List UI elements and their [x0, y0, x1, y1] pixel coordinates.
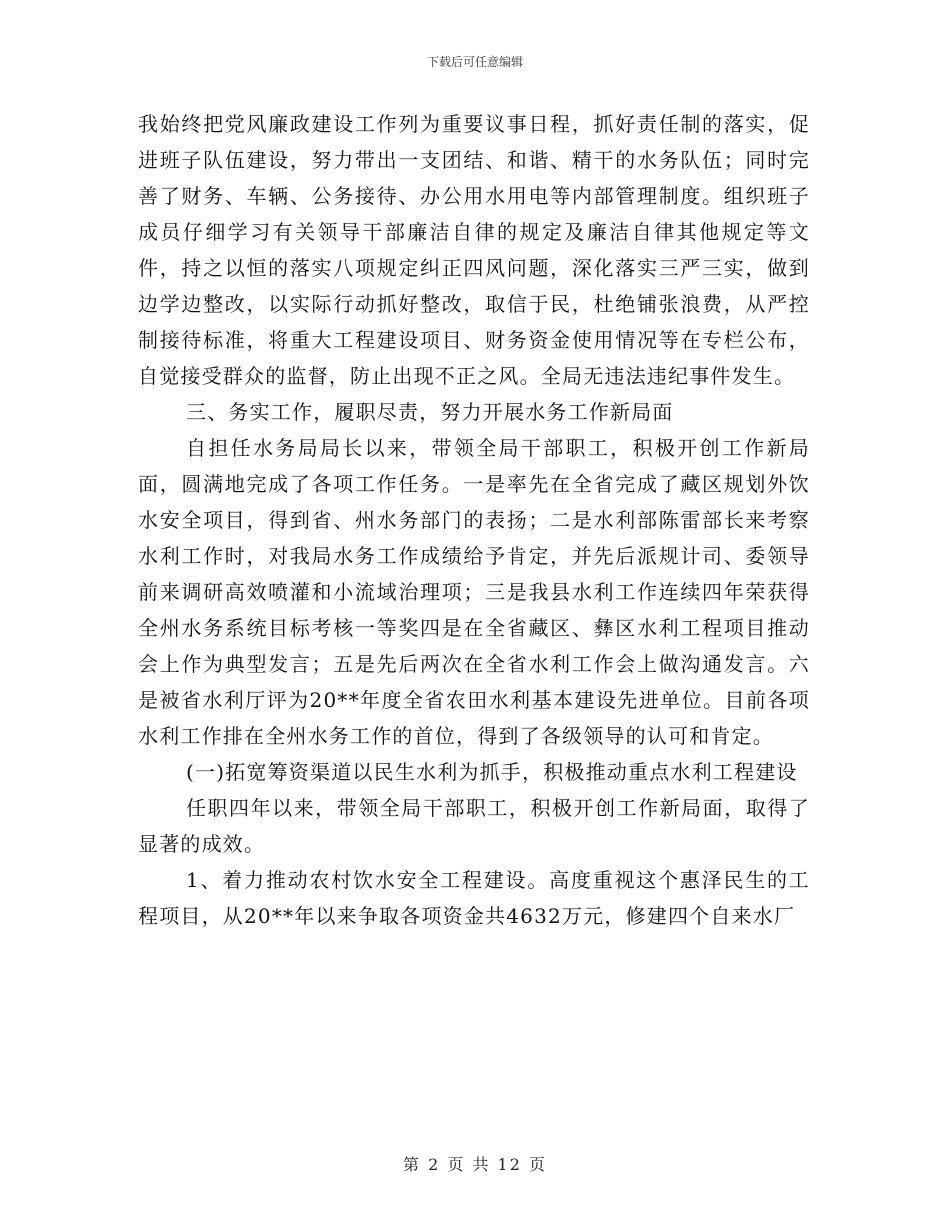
paragraph-achievements: 自担任水务局局长以来，带领全局干部职工，积极开创工作新局面，圆满地完成了各项工作任务。一是率先在全省完成了藏区规划外饮水安全项目，得到省、州水务部门的表扬；二是水利部陈雷部长来考察水利工作时，对我局水务工作成绩给予肯定，并先后派规计司、委领导前来调研高效喷灌和小流域治理项；三是我县水利工作连续四年荣获得全州水务系统目标考核一等奖四是在全省藏区、彝区水利工程项目推动会上作为典型发言；五是先后两次在全省水利工作会上做沟通发言。六是被省水利厅评为20**年度全省农田水利基本建设先进单位。目前各项水利工作排在全州水务工作的首位，得到了各级领导的认可和肯定。 [138, 436, 810, 748]
paragraph-drinking-water: 1、着力推动农村饮水安全工程建设。高度重视这个惠泽民生的工程项目，从20**年以来争取各项资金共4632万元，修建四个自来水厂 [138, 868, 810, 928]
document-body [138, 106, 810, 934]
section-heading-three: 三、务实工作，履职尽责，努力开展水务工作新局面 [186, 400, 674, 424]
paragraph-party-conduct: 我始终把党风廉政建设工作列为重要议事日程，抓好责任制的落实，促进班子队伍建设，努力带出一支团结、和谐、精干的水务队伍；同时完善了财务、车辆、公务接待、办公用水用电等内部管理制度。组织班子成员仔细学习有关领导干部廉洁自律的规定及廉洁自律其他规定等文件，持之以恒的落实八项规定纠正四风问题，深化落实三严三实，做到边学边整改，以实际行动抓好整改，取信于民，杜绝铺张浪费，从严控制接待标准，将重大工程建设项目、财务资金使用情况等在专栏公布，自觉接受群众的监督，防止出现不正之风。全局无违法违纪事件发生。 [138, 112, 810, 388]
paragraph-tenure-results: 任职四年以来，带领全局干部职工，积极开创工作新局面，取得了显著的成效。 [138, 796, 810, 856]
page-header: 下载后可任意编辑 [426, 55, 523, 69]
page-number-footer: 第 2 页 共 12 页 [403, 1155, 547, 1174]
subsection-heading-one: (一)拓宽筹资渠道以民生水利为抓手，积极推动重点水利工程建设 [186, 760, 798, 784]
